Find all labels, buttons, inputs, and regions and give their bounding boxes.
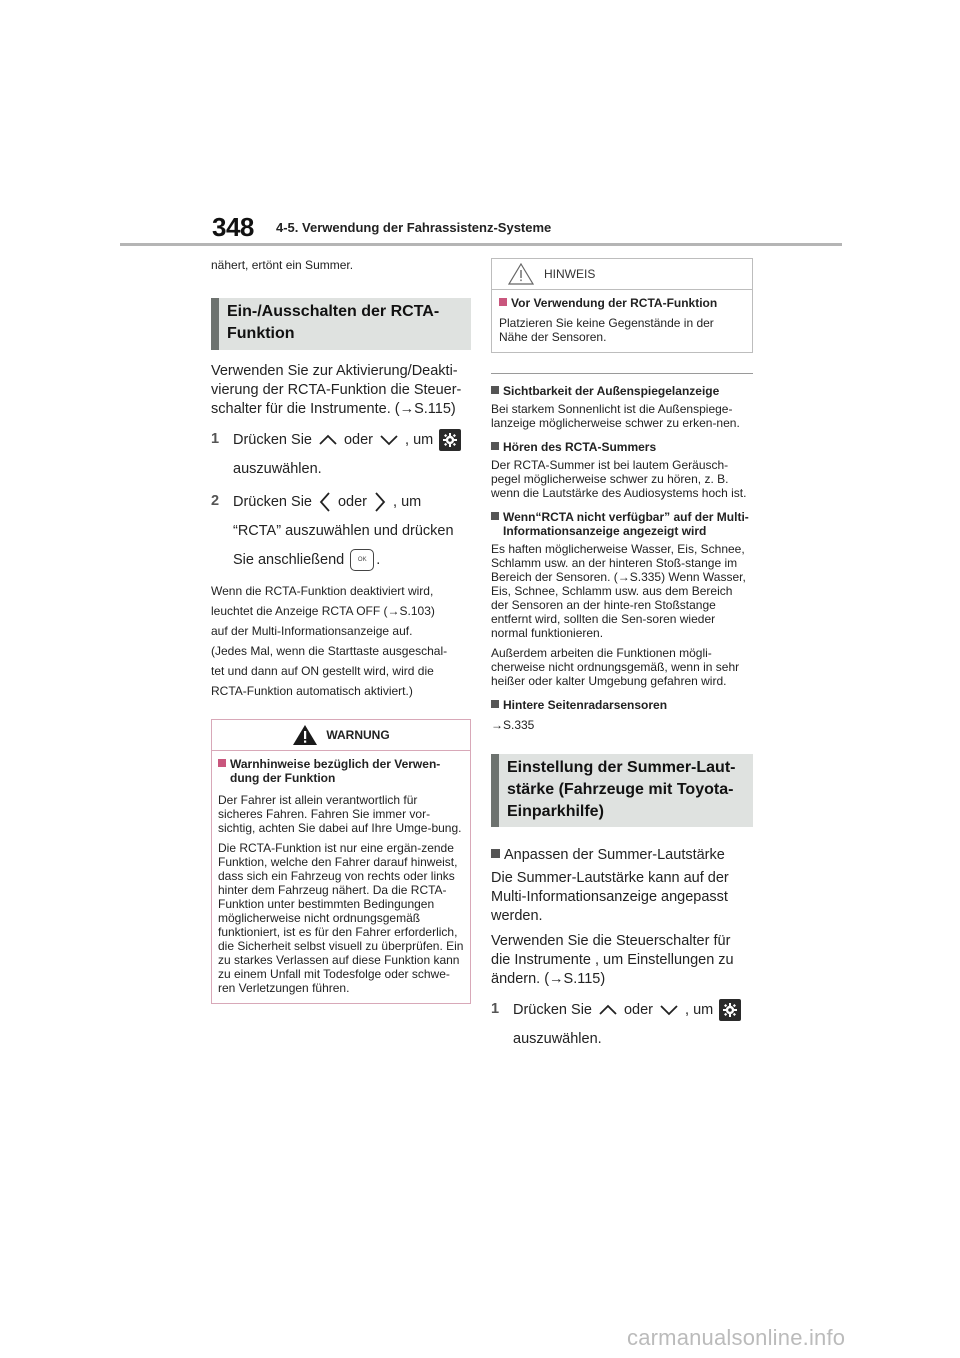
- info-item-title: [491, 440, 753, 454]
- step-text: , um: [405, 432, 434, 448]
- info-item-title-text: Hintere Seitenradarsensoren: [503, 698, 668, 712]
- info-paragraph: Der RCTA-Summer ist bei lautem Geräusch-pegel möglicherweise schwer zu hören, z. B. wenn die Lautstärke des Audiosystems hoch ist.: [491, 458, 747, 500]
- chevron-right-icon: [373, 491, 387, 513]
- warning-item-title-text: Warnhinweise bezüglich der Verwen-dung der Funktion: [230, 757, 441, 785]
- info-paragraph: Bei starkem Sonnenlicht ist die Außenspiege-lanzeige möglicherweise schwer zu erken-nen.: [491, 402, 740, 430]
- hint-text: Platzieren Sie keine Gegenstände in der Nähe der Sensoren.: [499, 316, 714, 344]
- step-number: 2: [211, 493, 220, 509]
- bullet-marker: [218, 759, 226, 767]
- step-text: , um: [685, 1002, 714, 1018]
- note-line: RCTA-Funktion automatisch aktiviert.): [211, 684, 413, 698]
- warning-label: WARNUNG: [326, 728, 390, 742]
- note-line: tet und dann auf ON gestellt wird, wird die: [211, 664, 434, 678]
- rcta-instructions: Verwenden Sie zur Aktivierung/Deakti-vierung der RCTA-Funktion die Steuer-schalter für die Instrumente. (→S.115): [211, 363, 462, 417]
- step-text: oder: [343, 432, 374, 448]
- info-item-title: [491, 510, 753, 538]
- step-number: 1: [491, 1001, 500, 1017]
- section-title-rcta-toggle: Ein-/Ausschalten der RCTA-Funktion: [211, 298, 471, 350]
- ok-button-icon: [350, 549, 374, 571]
- chevron-down-icon: [659, 1004, 679, 1016]
- warning-triangle-icon: [292, 724, 318, 746]
- hint-item-title-text: Vor Verwendung der RCTA-Funktion: [511, 296, 718, 310]
- section-title-buzzer-volume: Einstellung der Summer-Laut-stärke (Fahrzeuge mit Toyota-Einparkhilfe): [491, 754, 753, 827]
- buzzer-volume-text: Die Summer-Lautstärke kann auf der Multi-Informationsanzeige angepasst werden.: [491, 870, 729, 924]
- step-text: Drücken Sie: [233, 494, 312, 510]
- ok-label: OK: [357, 557, 367, 563]
- page-reference[interactable]: →S.335: [491, 718, 535, 732]
- warning-paragraph: Der Fahrer ist allein verantwortlich für sicheres Fahren. Fahren Sie immer vor-sichtig, achten Sie dabei auf Ihre Umge-bung.: [218, 793, 462, 835]
- chevron-left-icon: [318, 491, 332, 513]
- step-1: [211, 429, 471, 479]
- step-text: , um: [393, 494, 422, 510]
- deactivation-note: [211, 581, 471, 701]
- bullet-marker: [499, 298, 507, 306]
- watermark: carmanualsonline.info: [627, 1325, 846, 1350]
- info-paragraph: Es haften möglicherweise Wasser, Eis, Schnee, Schlamm usw. an der hinteren Stoß-stange im Bereich der Sensoren. (→S.335) Wenn Wasser, Eis, Schnee, Schlamm usw. aus dem Bereich der Sensoren an der hinte-ren Stoßstange entfernt wird, sollten die Sen-soren wieder normal funktionieren.: [491, 542, 746, 640]
- bullet-marker: [491, 386, 499, 394]
- bullet-marker: [491, 512, 499, 520]
- step-text: oder: [337, 494, 368, 510]
- hint-item-title: [499, 296, 745, 310]
- caution-triangle-icon: [508, 263, 534, 285]
- note-line: Wenn die RCTA-Funktion deaktiviert wird,: [211, 584, 434, 598]
- sub-heading-text: Anpassen der Summer-Lautstärke: [504, 847, 725, 863]
- step-text: auszuwählen.: [233, 461, 322, 477]
- info-item-mirror-visibility: [491, 384, 753, 430]
- settings-gear-icon: [719, 999, 741, 1021]
- info-item-title: [491, 698, 753, 712]
- note-line: (Jedes Mal, wenn die Starttaste ausgeschal-: [211, 644, 448, 658]
- info-item-title: [491, 384, 753, 398]
- left-column: [211, 258, 471, 1004]
- intro-text: nähert, ertönt ein Summer.: [211, 258, 354, 272]
- step-2: [211, 491, 471, 571]
- hint-box: [491, 258, 753, 353]
- info-item-radar-sensors: [491, 698, 753, 732]
- info-item-buzzer: [491, 440, 753, 500]
- warning-paragraph: Die RCTA-Funktion ist nur eine ergän-zende Funktion, welche den Fahrer darauf hinweist, dass sich ein Fahrzeug von rechts oder links hinter dem Fahrzeug nähert. Da die RCTA-Funktion unter bestimmten Bedingungen möglicherweise nicht ordnungsgemäß funktioniert, ist es für den Fahrer erforderlich, die Sicherheit selbst visuell zu überprüfen. Ein zu starkes Verlassen auf diese Funktion kann zu einem Unfall mit Todesfolge oder schwe-ren Verletzungen führen.: [218, 841, 464, 995]
- info-item-not-available: [491, 510, 753, 688]
- warning-box: [211, 719, 471, 1004]
- step-text: .: [376, 552, 381, 568]
- note-line: auf der Multi-Informationsanzeige auf.: [211, 624, 413, 638]
- info-item-title-text: Hören des RCTA-Summers: [503, 440, 657, 454]
- hint-header: [492, 259, 752, 290]
- info-item-title-text: Sichtbarkeit der Außenspiegelanzeige: [503, 384, 720, 398]
- step-text: oder: [623, 1002, 654, 1018]
- chapter-title: 4-5. Verwendung der Fahrassistenz-Systeme: [276, 220, 552, 235]
- bullet-marker: [491, 442, 499, 450]
- step-text: Drücken Sie: [233, 432, 312, 448]
- header-rule: [120, 243, 842, 246]
- step-text: Drücken Sie: [513, 1002, 592, 1018]
- right-column: [491, 258, 753, 1049]
- sub-heading: [491, 845, 753, 865]
- step-text: “RCTA” auszuwählen und drücken: [233, 523, 454, 539]
- warning-item-title: [218, 757, 464, 785]
- chevron-down-icon: [379, 434, 399, 446]
- settings-gear-icon: [439, 429, 461, 451]
- info-paragraph: Außerdem arbeiten die Funktionen mögli-cherweise nicht ordnungsgemäß, wenn in sehr heißer oder kalter Umgebung gefahren wird.: [491, 646, 740, 688]
- info-item-title-text: Wenn“RCTA nicht verfügbar” auf der Multi-Informationsanzeige angezeigt wird: [503, 510, 749, 538]
- step-1-volume: [491, 999, 753, 1049]
- chevron-up-icon: [598, 1004, 618, 1016]
- chevron-up-icon: [318, 434, 338, 446]
- bullet-marker: [491, 700, 499, 708]
- step-text: auszuwählen.: [513, 1031, 602, 1047]
- page-number: 348: [212, 212, 254, 242]
- bullet-marker: [491, 849, 500, 858]
- warning-header: [212, 720, 470, 751]
- step-text: Sie anschließend: [233, 552, 345, 568]
- divider: [491, 373, 753, 374]
- note-line: leuchtet die Anzeige RCTA OFF (→S.103): [211, 604, 435, 618]
- buzzer-volume-instructions: Verwenden Sie die Steuerschalter für die Instrumente , um Einstellungen zu ändern. (→S.115): [491, 933, 734, 987]
- step-number: 1: [211, 431, 220, 447]
- hint-label: HINWEIS: [544, 267, 596, 281]
